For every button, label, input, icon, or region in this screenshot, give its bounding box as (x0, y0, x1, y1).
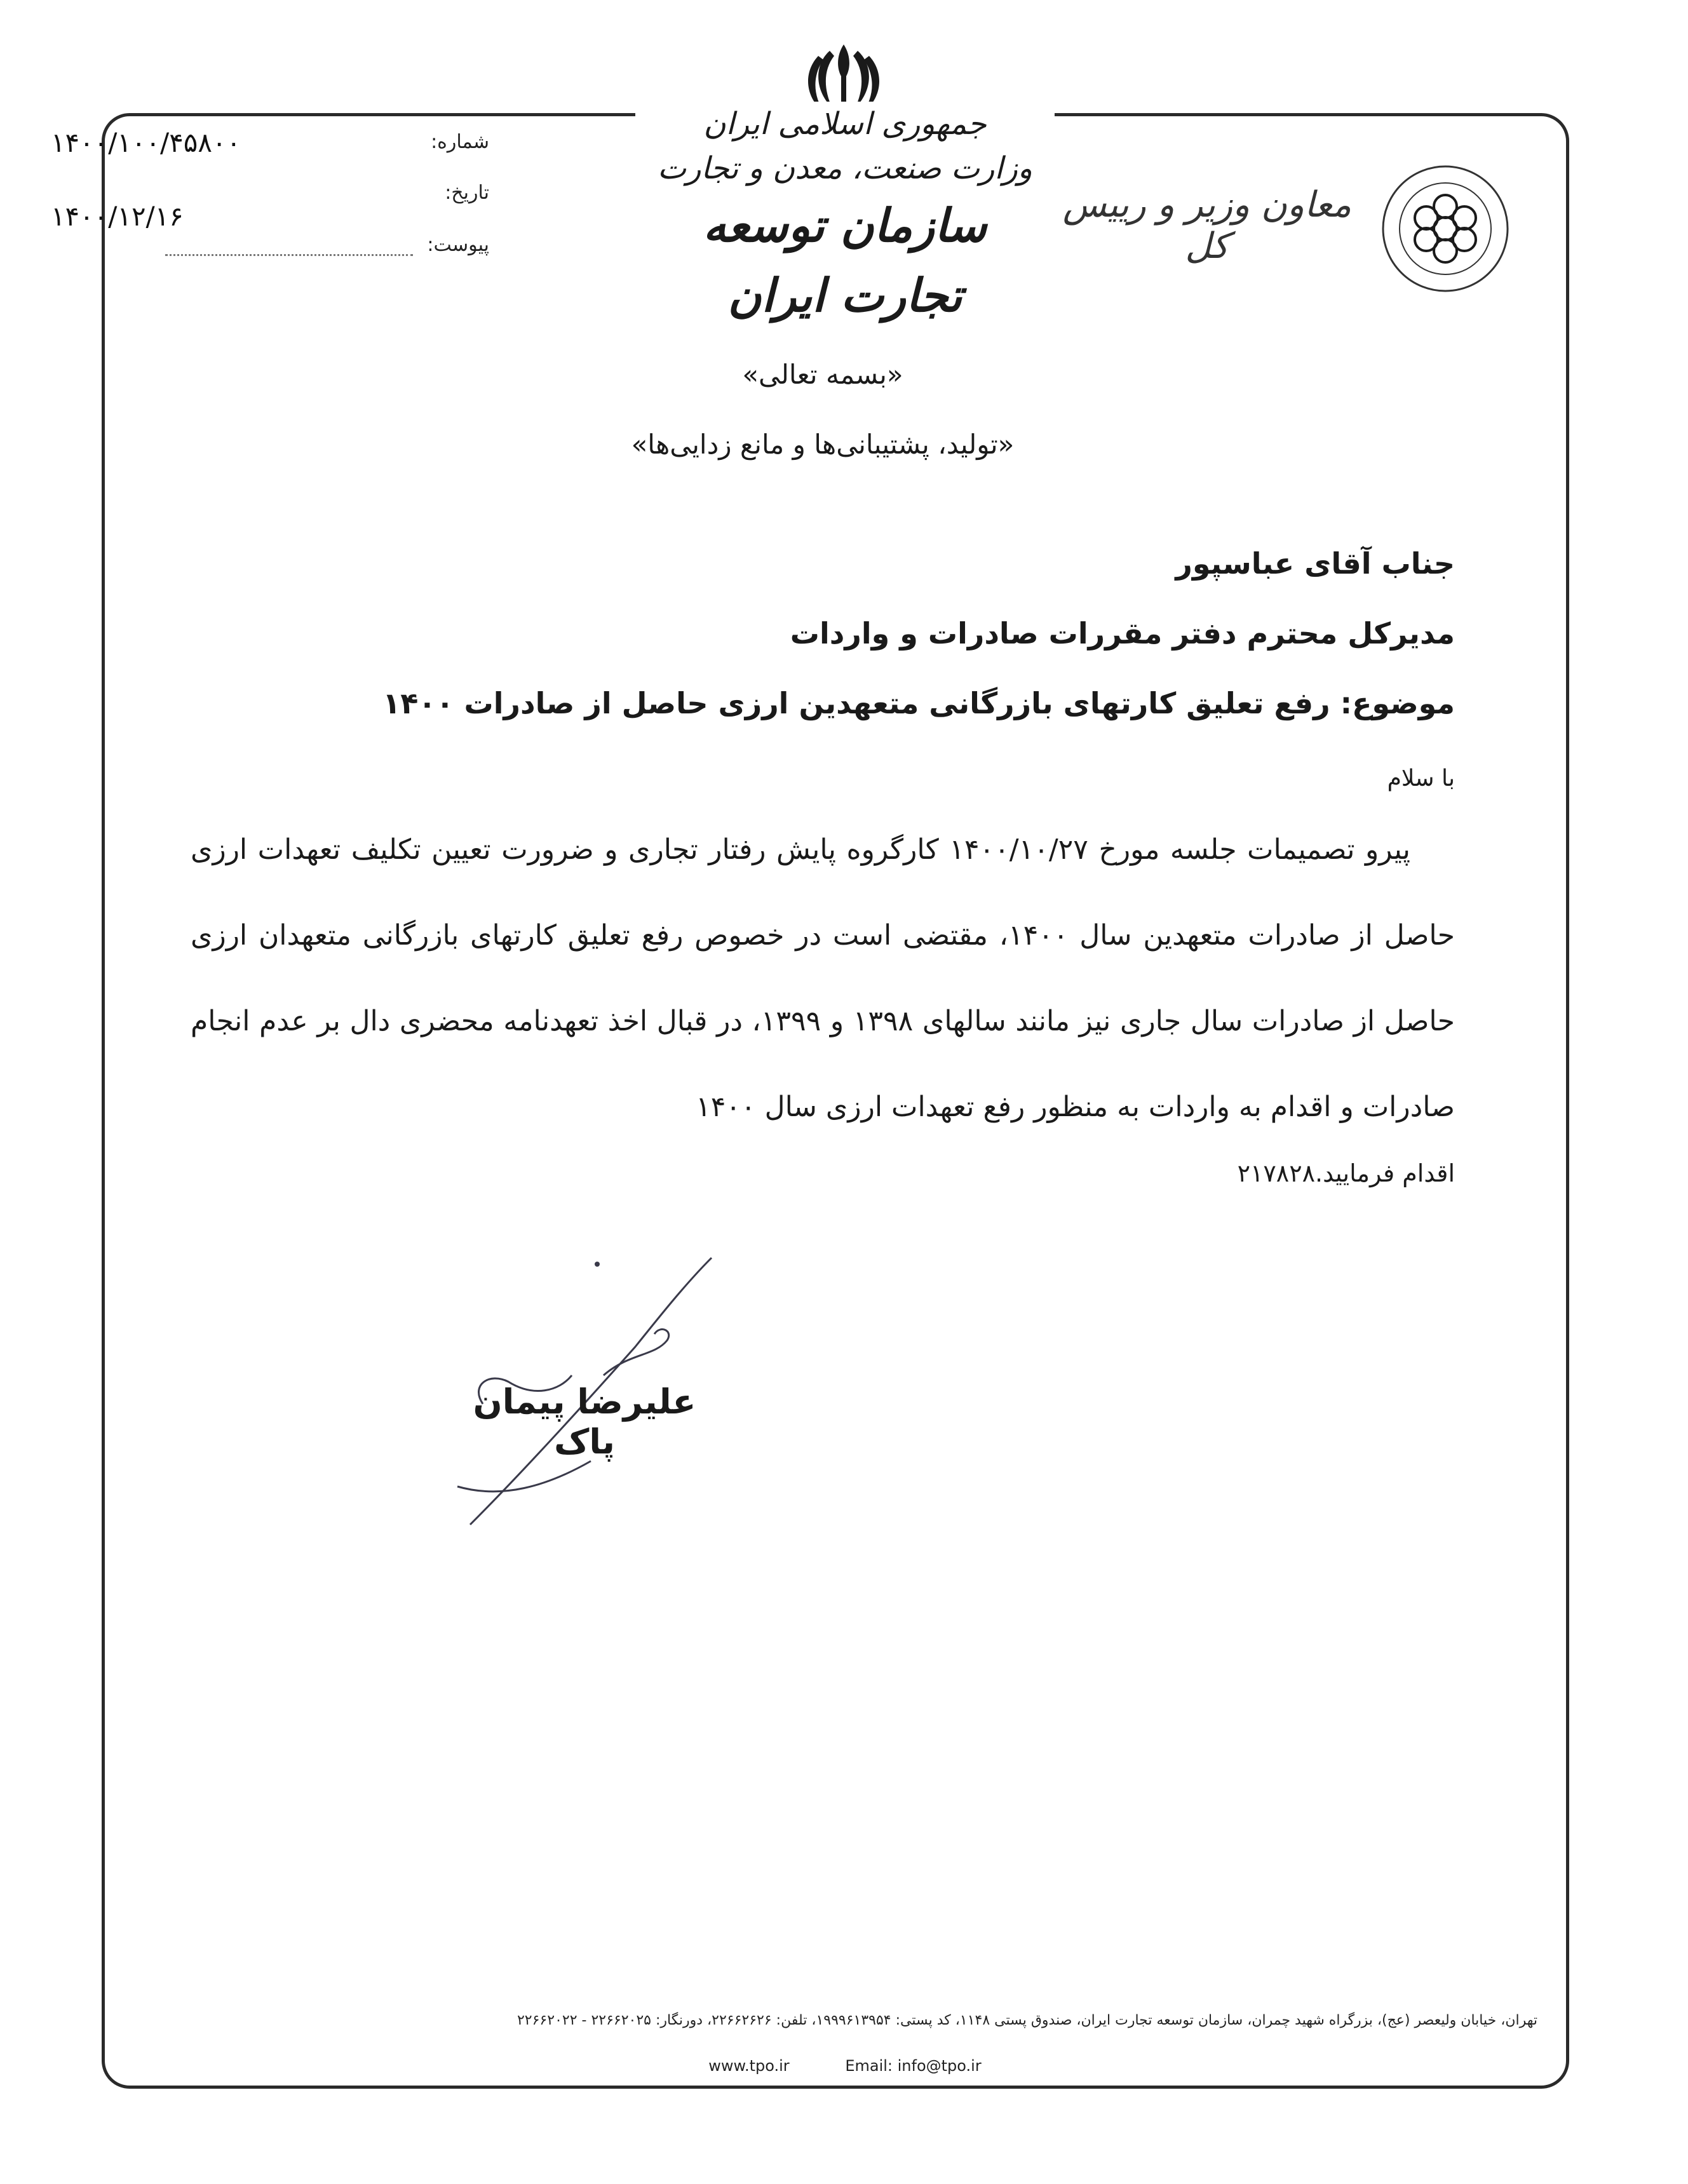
tpo-logo-icon (1379, 162, 1512, 295)
letter-number-row (51, 127, 489, 172)
year-slogan: «تولید، پشتیبانی‌ها و مانع زدایی‌ها» (631, 429, 1015, 460)
letter-number-label: شماره: (431, 131, 489, 153)
letter-number: ۱۴۰۰/۱۰۰/۴۵۸۰۰ (51, 127, 241, 158)
signer-name: علیرضا پیمان پاک (473, 1382, 696, 1462)
organization-name: سازمان توسعه تجارت ایران (703, 198, 987, 322)
letterhead (635, 102, 1055, 330)
reference-block (51, 127, 489, 280)
government-name: جمهوری اسلامی ایران (703, 106, 987, 142)
subject-line: موضوع: رفع تعلیق کارتهای بازرگانی متعهدین ارزی حاصل از صادرات ۱۴۰۰ (382, 686, 1455, 720)
body-paragraph: پیرو تصمیمات جلسه مورخ ۱۴۰۰/۱۰/۲۷ کارگروه پایش رفتار تجاری و ضرورت تعیین تکلیف تعهدات ارزی حاصل از صادرات متعهدین سال ۱۴۰۰، مقتضی است در خصوص رفع تعلیق کارتهای بازرگانی متعهدان ارزی حاصل از صادرات سال جاری نیز مانند سالهای ۱۳۹۸ و ۱۳۹۹، در قبال اخذ تعهدنامه محضری دال بر عدم انجام صادرات و اقدام به واردات به منظور رفع تعهدات ارزی سال ۱۴۰۰ (191, 833, 1455, 1123)
attachment-row (51, 229, 489, 273)
greeting: با سلام (1387, 765, 1455, 792)
letter-date-label: تاریخ: (445, 182, 489, 204)
attachment-line (165, 254, 413, 256)
addressee-name: جناب آقای عباسپور (1175, 546, 1455, 581)
attachment-label: پیوست: (427, 234, 489, 256)
footer-address: تهران، خیابان ولیعصر (عج)، بزرگراه شهید چمران، سازمان توسعه تجارت ایران، صندوق پستی ۱۱۴۸، کد پستی: ۱۹۹۹۶۱۳۹۵۴، تلفن: ۲۲۶۶۲۶۲۶، دورنگار: ۲۲۶۶۲۰۲۵ - ۲۲۶۶۲۰۲۲ (517, 2012, 1537, 2028)
deputy-title: معاون وزیر و رییس کل (1062, 184, 1352, 267)
ministry-name: وزارت صنعت، معدن و تجارت (658, 151, 1032, 186)
invocation: «بسمه تعالی» (742, 359, 903, 390)
letter-date: ۱۴۰۰/۱۲/۱۶ (51, 201, 184, 232)
footer-contact (635, 2057, 1055, 2075)
closing-line: اقدام فرمایید.۲۱۷۸۲۸ (1237, 1159, 1455, 1187)
addressee-title: مدیرکل محترم دفتر مقررات صادرات و واردات (790, 616, 1455, 650)
email-link[interactable]: Email: info@tpo.ir (845, 2057, 982, 2075)
letter-date-row (51, 178, 489, 232)
website-link[interactable]: www.tpo.ir (708, 2057, 790, 2075)
